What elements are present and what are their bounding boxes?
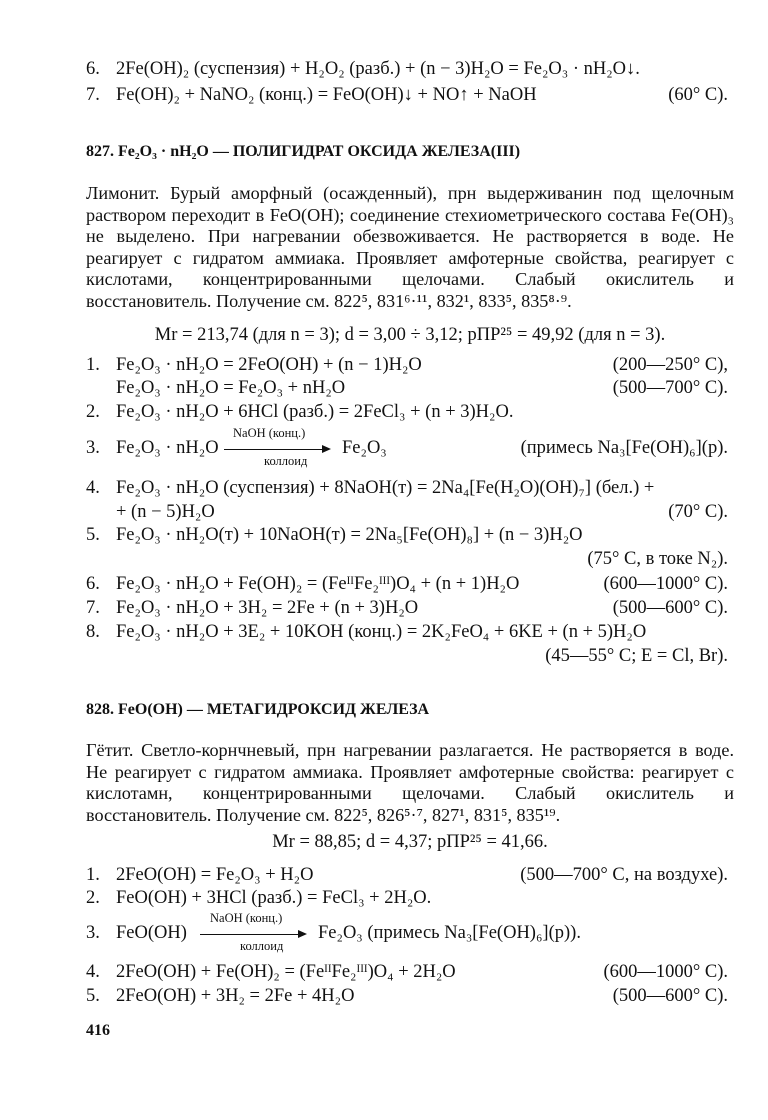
reaction-number: 3. — [86, 923, 100, 943]
reaction-equation: 2Fe(OH)₂ (суспензия) + H₂O₂ (разб.) + (n − 3)H₂O = Fe₂O₃ · nH₂O↓. — [116, 59, 640, 79]
reaction-condition: (70° C). — [668, 502, 728, 522]
reaction-equation-left: FeO(OH) — [116, 923, 187, 943]
reaction-condition: (500—600° C). — [612, 598, 728, 618]
section-heading-827: 827. Fe₂O₃ · nH₂O — ПОЛИГИДРАТ ОКСИДА ЖЕЛЕЗА(III) — [86, 143, 521, 160]
reaction-equation: + (n − 5)H₂O — [116, 502, 215, 522]
reaction-number: 7. — [86, 598, 100, 618]
arrow-label-above: NaOH (конц.) — [233, 426, 306, 440]
reaction-equation: Fe₂O₃ · nH₂O + 3H₂ = 2Fe + (n + 3)H₂O — [116, 598, 419, 618]
reaction-number: 2. — [86, 402, 100, 422]
reaction-condition: (500—700° C). — [612, 378, 728, 398]
reaction-number: 8. — [86, 622, 100, 642]
arrow-label-below: коллоид — [264, 454, 308, 468]
reaction-condition: (60° C). — [668, 85, 728, 105]
reaction-equation-right: Fe₂O₃ — [342, 438, 387, 458]
reaction-condition: (600—1000° C). — [603, 962, 728, 982]
page-number: 416 — [86, 1022, 110, 1039]
arrow-label-below: коллоид — [240, 939, 284, 953]
reaction-number: 1. — [86, 355, 100, 375]
section-properties-828: Mr = 88,85; d = 4,37; рПР²⁵ = 41,66. — [272, 832, 548, 852]
reaction-equation: Fe₂O₃ · nH₂O + 3E₂ + 10KOH (конц.) = 2K₂FeO₄ + 6KE + (n + 5)H₂O — [116, 622, 647, 642]
reaction-condition: (45—55° C; E = Cl, Br). — [545, 646, 728, 666]
reaction-number: 1. — [86, 865, 100, 885]
reaction-condition: (500—600° C). — [612, 986, 728, 1006]
reaction-number: 5. — [86, 525, 100, 545]
reaction-equation: Fe₂O₃ · nH₂O + 6HCl (разб.) = 2FeCl₃ + (n + 3)H₂O. — [116, 402, 514, 422]
reaction-number: 6. — [86, 59, 100, 79]
reaction-equation-left: Fe₂O₃ · nH₂O — [116, 438, 219, 458]
reaction-equation: 2FeO(OH) + Fe(OH)₂ = (FeᴵᴵFe₂ᴵᴵᴵ)O₄ + 2H₂O — [116, 962, 456, 982]
reaction-equation: 2FeO(OH) = Fe₂O₃ + H₂O — [116, 865, 314, 885]
reaction-number: 6. — [86, 574, 100, 594]
section-heading-828: 828. FeO(OH) — МЕТАГИДРОКСИД ЖЕЛЕЗА — [86, 701, 430, 718]
reaction-condition: (600—1000° C). — [603, 574, 728, 594]
reaction-equation: Fe₂O₃ · nH₂O + Fe(OH)₂ = (FeᴵᴵFe₂ᴵᴵᴵ)O₄ + (n + 1)H₂O — [116, 574, 520, 594]
reaction-equation: Fe(OH)₂ + NaNO₂ (конц.) = FeO(OH)↓ + NO↑ + NaOH — [116, 85, 537, 105]
reaction-condition: (примесь Na₃[Fe(OH)₆](р). — [520, 438, 728, 458]
arrow-label-above: NaOH (конц.) — [210, 911, 283, 925]
section-description-828: Гётит. Светло-корнчневый, прн нагревании разлагается. Не растворяется в воде. Не реагирует с гидратом аммиака. Проявляет амфотерные свойства: реагирует с кислотамн, концентрированными щелочами. Слабый окислитель и восстановитель. Получение см. 822⁵, 826⁵·⁷, 827¹, 831⁵, 835¹⁹. — [86, 740, 734, 825]
reaction-condition: (500—700° C, на воздухе). — [520, 865, 728, 885]
section-properties-827: Mr = 213,74 (для n = 3); d = 3,00 ÷ 3,12; рПР²⁵ = 49,92 (для n = 3). — [154, 325, 666, 345]
reaction-arrow — [200, 934, 302, 935]
reaction-equation: Fe₂O₃ · nH₂O (суспензия) + 8NaOH(т) = 2Na₄[Fe(H₂O)(OH)₇] (бел.) + — [116, 478, 655, 498]
section-description-827: Лимонит. Бурый аморфный (осажденный), прн выдерживанин под щелочным раствором переходит в FeO(OH); соединение стехиометрического состава Fe(OH)₃ не выделено. При нагревании обезвоживается. Не растворяется в воде. Не реагирует с гидратом аммиака. Проявляет амфотерные свойства, реагирует с кислотами, концентрированными щелочами. Слабый окислитель и восстановитель. Получение см. 822⁵, 831⁶·¹¹, 832¹, 833⁵, 835⁸·⁹. — [86, 183, 734, 311]
reaction-number: 4. — [86, 962, 100, 982]
reaction-equation-right: Fe₂O₃ (примесь Na₃[Fe(OH)₆](р)). — [318, 923, 581, 943]
reaction-equation: 2FeO(OH) + 3H₂ = 2Fe + 4H₂O — [116, 986, 355, 1006]
reaction-arrow — [224, 449, 326, 450]
reaction-condition: (75° C, в токе N₂). — [587, 549, 728, 569]
reaction-equation: Fe₂O₃ · nH₂O = 2FeO(OH) + (n − 1)H₂O — [116, 355, 422, 375]
arrow-head-icon — [322, 445, 331, 453]
reaction-number: 7. — [86, 85, 100, 105]
reaction-equation: FeO(OH) + 3HCl (разб.) = FeCl₃ + 2H₂O. — [116, 888, 432, 908]
reaction-equation: Fe₂O₃ · nH₂O(т) + 10NaOH(т) = 2Na₅[Fe(OH)₈] + (n − 3)H₂O — [116, 525, 583, 545]
reaction-number: 2. — [86, 888, 100, 908]
arrow-head-icon — [298, 930, 307, 938]
reaction-equation: Fe₂O₃ · nH₂O = Fe₂O₃ + nH₂O — [116, 378, 346, 398]
reaction-number: 3. — [86, 438, 100, 458]
reaction-number: 5. — [86, 986, 100, 1006]
reaction-number: 4. — [86, 478, 100, 498]
reaction-condition: (200—250° C), — [612, 355, 728, 375]
